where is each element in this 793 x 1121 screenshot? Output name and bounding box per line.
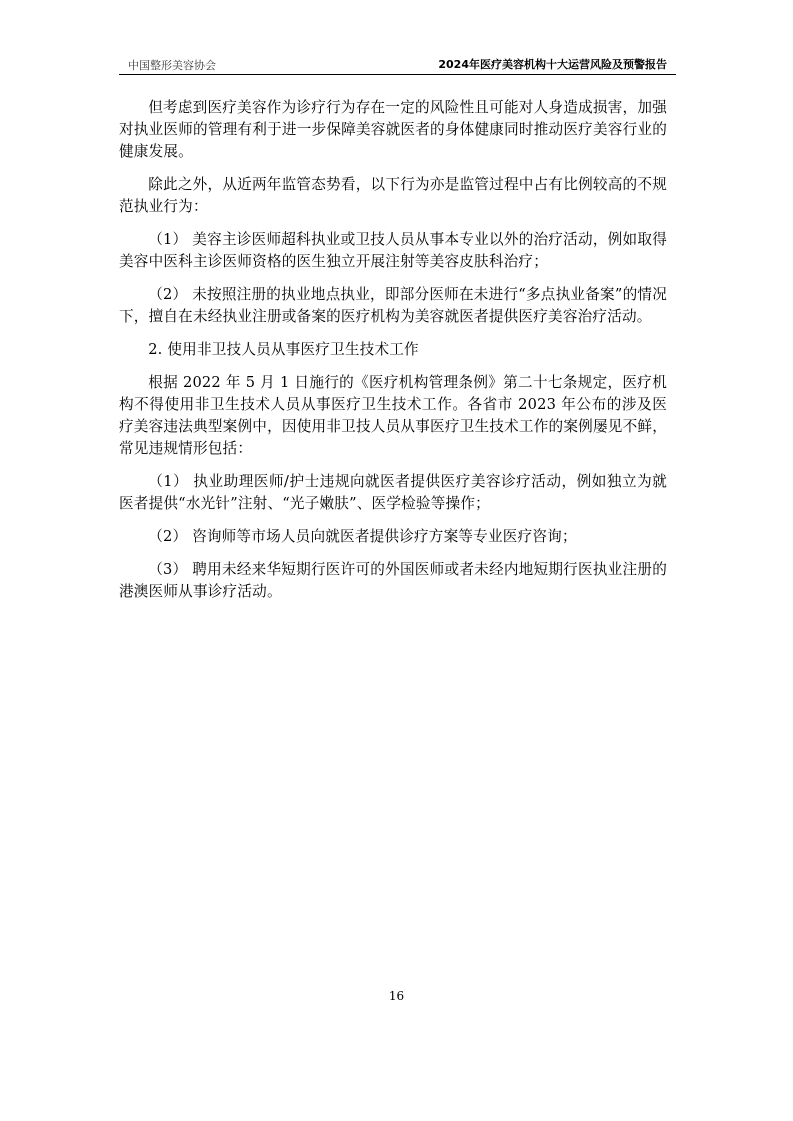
paragraph: 但考虑到医疗美容作为诊疗行为存在一定的风险性且可能对人身造成损害，加强对执业医师的管理有利于进一步保障美容就医者的身体健康同时推动医疗美容行业的健康发展。 <box>119 99 667 160</box>
page-number: 16 <box>388 989 405 1003</box>
paragraph: 根据 2022 年 5 月 1 日施行的《医疗机构管理条例》第二十七条规定，医疗机构不得使用非卫生技术人员从事医疗卫生技术工作。各省市 2023 年公布的涉及医疗美容违法典型案例中，因使用非卫技人员从事医疗卫生技术工作的案例屡见不鲜，常见违规情形包括： <box>119 374 667 457</box>
header-report-title: 2024年医疗美容机构十大运营风险及预警报告 <box>438 58 667 71</box>
document-body <box>119 97 667 614</box>
list-item: （3） 聘用未经来华短期行医许可的外国医师或者未经内地短期行医执业注册的港澳医师从事诊疗活动。 <box>119 561 667 600</box>
header-organization: 中国整形美容协会 <box>128 59 216 72</box>
list-item: （1） 执业助理医师/护士违规向就医者提供医疗美容诊疗活动，例如独立为就医者提供“水光针”注射、“光子嫩肤”、医学检验等操作； <box>119 473 667 512</box>
section-heading: 2. 使用非卫技人员从事医疗卫生技术工作 <box>148 341 419 358</box>
list-item: （2） 未按照注册的执业地点执业，即部分医师在未进行“多点执业备案”的情况下，擅自在未经执业注册或备案的医疗机构为美容就医者提供医疗美容治疗活动。 <box>119 286 667 325</box>
list-item: （2） 咨询师等市场人员向就医者提供诊疗方案等专业医疗咨询； <box>148 528 577 545</box>
list-item: （1） 美容主诊医师超科执业或卫技人员从事本专业以外的治疗活动，例如取得美容中医科主诊医师资格的医生独立开展注射等美容皮肤科治疗； <box>119 231 667 270</box>
page-header <box>119 56 676 75</box>
paragraph: 除此之外，从近两年监管态势看，以下行为亦是监管过程中占有比例较高的不规范执业行为： <box>119 176 667 215</box>
